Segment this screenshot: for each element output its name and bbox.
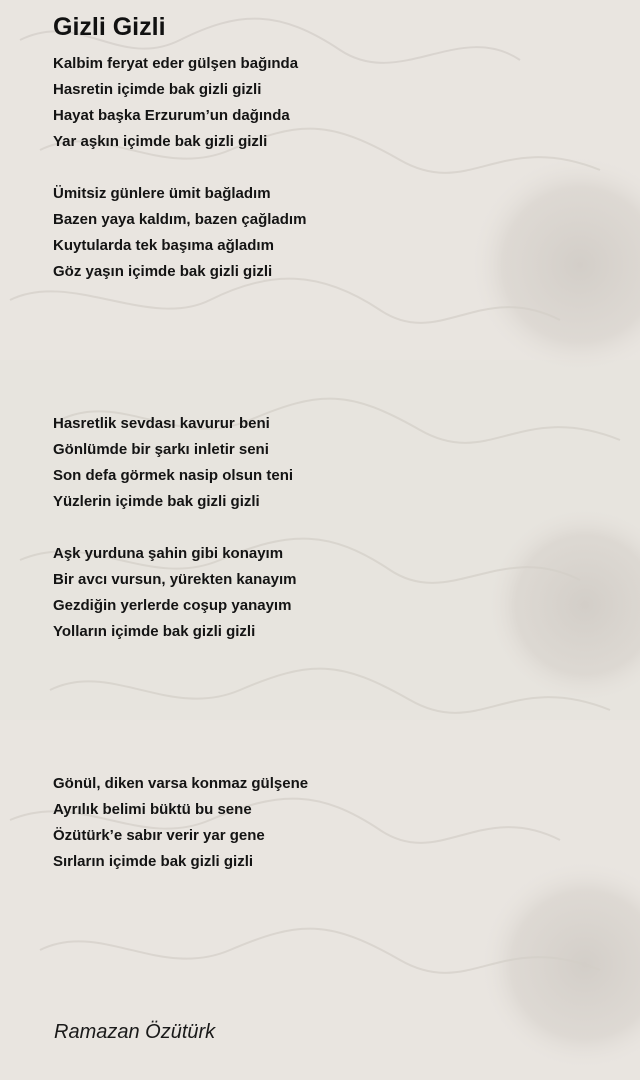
poem-line: Gönül, diken varsa konmaz gülşene [53, 775, 309, 792]
poem-line: Sırların içimde bak gizli gizli [53, 853, 254, 870]
poem-line: Yüzlerin içimde bak gizli gizli [53, 493, 260, 510]
poem-line: Son defa görmek nasip olsun teni [53, 467, 294, 484]
poem-line: Bir avcı vursun, yürekten kanayım [53, 571, 297, 588]
poem-line: Yar aşkın içimde bak gizli gizli [53, 133, 268, 150]
poem-line: Gezdiğin yerlerde coşup yanayım [53, 597, 292, 614]
poem-line: Ümitsiz günlere ümit bağladım [53, 185, 271, 202]
poem-title: Gizli Gizli [53, 13, 166, 41]
poem-author: Ramazan Özütürk [54, 1021, 216, 1043]
poem-line: Ayrılık belimi büktü bu sene [53, 801, 252, 818]
poem-line: Hayat başka Erzurum’un dağında [53, 107, 290, 124]
poem-line: Gönlümde bir şarkı inletir seni [53, 441, 269, 458]
poem-line: Hasretin içimde bak gizli gizli [53, 81, 262, 98]
poem-line: Özütürk’e sabır verir yar gene [53, 827, 265, 844]
poem-line: Kalbim feryat eder gülşen bağında [53, 55, 299, 72]
poem-line: Yolların içimde bak gizli gizli [53, 623, 256, 640]
poem-line: Hasretlik sevdası kavurur beni [53, 415, 270, 432]
poem-line: Bazen yaya kaldım, bazen çağladım [53, 211, 307, 228]
poem-line: Göz yaşın içimde bak gizli gizli [53, 263, 273, 280]
poem-line: Kuytularda tek başıma ağladım [53, 237, 274, 254]
poem-line: Aşk yurduna şahin gibi konayım [53, 545, 284, 562]
